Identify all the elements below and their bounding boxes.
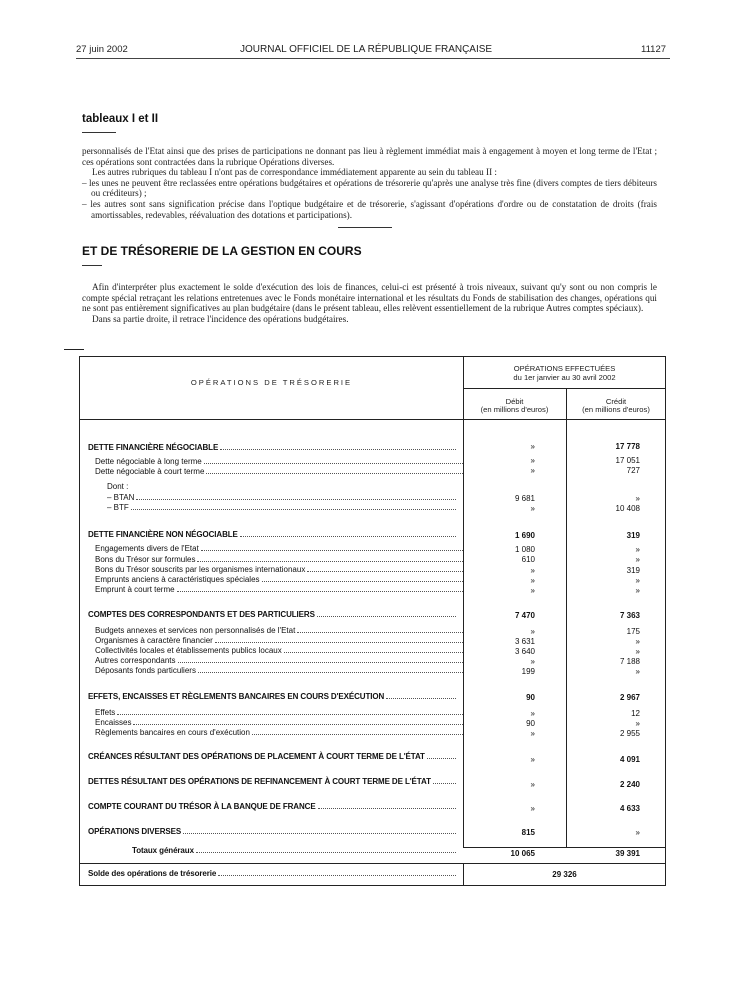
debit-column-border <box>463 357 464 847</box>
table-row-label: COMPTES DES CORRESPONDANTS ET DES PARTICULIERS <box>88 609 456 619</box>
section1-title-rule <box>82 132 116 133</box>
table-cell-credit: » <box>635 667 640 676</box>
table-cell-credit: 10 408 <box>615 504 640 513</box>
table-cell-debit: » <box>530 456 535 465</box>
table-row-label: DETTE FINANCIÈRE NÉGOCIABLE <box>88 442 456 452</box>
group-header-border <box>463 388 666 389</box>
table-row-label: Bons du Trésor sur formules <box>95 554 463 564</box>
table-row-label: Collectivités locales et établissements publics locaux <box>95 645 463 655</box>
table-cell-debit: » <box>530 627 535 636</box>
table-row-label: Encaisses <box>95 717 463 727</box>
treasury-operations-table <box>79 356 666 886</box>
table-cell-credit: 17 051 <box>615 456 640 465</box>
table-cell-credit: 175 <box>626 627 640 636</box>
credit-column-border <box>566 388 567 847</box>
table-row-label: Engagements divers de l'Etat <box>95 543 463 553</box>
table-row-label: OPÉRATIONS DIVERSES <box>88 826 456 836</box>
section2-title-rule <box>82 265 102 266</box>
table-cell-debit: » <box>530 729 535 738</box>
table-cell-debit: 1 080 <box>514 545 535 554</box>
section1-title: tableaux I et II <box>82 113 159 125</box>
section2-text <box>82 282 657 324</box>
header-rule <box>76 58 670 59</box>
table-cell-debit: » <box>530 504 535 513</box>
table-cell-debit: 90 <box>526 693 535 702</box>
table-cell-debit: 90 <box>526 719 535 728</box>
header-page-number: 11127 <box>641 44 667 55</box>
table-row-label: – BTF <box>107 502 456 512</box>
table-cell-debit: » <box>530 755 535 764</box>
debit-header: Débit <box>505 397 524 406</box>
table-cell-credit: » <box>635 545 640 554</box>
table-row-label: Dette négociable à long terme <box>95 456 463 466</box>
table-cell-credit: » <box>635 576 640 585</box>
table-row-label: – BTAN <box>107 492 456 502</box>
table-cell-debit: » <box>530 657 535 666</box>
table-cell-debit: » <box>530 566 535 575</box>
table-row-label: Bons du Trésor souscrits par les organismes internationaux <box>95 564 463 574</box>
section1-text <box>82 146 657 220</box>
debit-header-unit: (en millions d'euros) <box>480 405 549 414</box>
table-cell-credit: 2 240 <box>619 780 640 789</box>
table-row-label: Règlements bancaires en cours d'exécution <box>95 727 463 737</box>
table-cell-debit: » <box>530 576 535 585</box>
table-row-label: Dette négociable à court terme <box>95 466 463 476</box>
table-cell-debit: » <box>530 586 535 595</box>
table-row-label: DETTE FINANCIÈRE NON NÉGOCIABLE <box>88 529 456 539</box>
credit-header: Crédit <box>605 397 627 406</box>
table-row-label: EFFETS, ENCAISSES ET RÈGLEMENTS BANCAIRES EN COURS D'EXÉCUTION <box>88 691 456 701</box>
table-cell-credit: 17 778 <box>615 442 640 451</box>
table-corner-mark <box>64 349 84 350</box>
table-row-label: Budgets annexes et services non personnalisés de l'Etat <box>95 625 463 635</box>
section-separator-rule <box>338 227 392 228</box>
header-journal-title: JOURNAL OFFICIEL DE LA RÉPUBLIQUE FRANÇAISE <box>240 44 493 55</box>
table-cell-credit: 12 <box>631 709 640 718</box>
table-cell-credit: 319 <box>626 531 640 540</box>
totals-debit: 10 065 <box>510 849 535 858</box>
section1-paragraph: personnalisés de l'Etat ainsi que des prises de participations ne donnant pas lieu à règlement immédiat mais à engagement à moyen et long terme de l'Etat ; ces opérations sont contractées dans la rubrique Opérations diverses. <box>82 146 657 167</box>
table-row-label: COMPTE COURANT DU TRÉSOR À LA BANQUE DE FRANCE <box>88 801 456 811</box>
table-row-label: DETTES RÉSULTANT DES OPÉRATIONS DE REFINANCEMENT À COURT TERME DE L'ÉTAT <box>88 776 456 786</box>
table-cell-debit: 7 470 <box>514 611 535 620</box>
table-row-label: Autres correspondants <box>95 655 463 665</box>
table-cell-credit: 4 633 <box>619 804 640 813</box>
group-header-title: OPÉRATIONS EFFECTUÉES <box>513 364 616 373</box>
table-cell-debit: » <box>530 442 535 451</box>
header-date: 27 juin 2002 <box>76 44 128 55</box>
section2-paragraph: Dans sa partie droite, il retrace l'incidence des opérations budgétaires. <box>92 313 349 324</box>
table-cell-debit: » <box>530 804 535 813</box>
table-cell-credit: 319 <box>626 566 640 575</box>
section2-paragraph: Afin d'interpréter plus exactement le solde d'exécution des lois de finances, celui-ci est présenté à trois niveaux, suivant qu'y sont ou non compris le compte spécial retraçant les relations entretenues avec le Fonds monétaire international et les résultats du Fonds de stabilisation des changes, opérations qui ne sont pas entièrement significatives au plan budgétaire (dans le présent tableau, elles relèvent essentiellement de la rubrique Autres comptes spéciaux). <box>82 282 657 314</box>
totals-row-label: Totaux généraux <box>132 845 456 855</box>
group-header-period: du 1er janvier au 30 avril 2002 <box>513 373 616 382</box>
table-cell-debit: 1 690 <box>514 531 535 540</box>
credit-header-unit: (en millions d'euros) <box>582 405 650 414</box>
col-header-operations: OPÉRATIONS DE TRÉSORERIE <box>190 378 353 387</box>
solde-value: 29 326 <box>552 870 577 879</box>
table-cell-credit: » <box>635 828 640 837</box>
table-cell-credit: » <box>635 719 640 728</box>
section1-paragraph: Les autres rubriques du tableau I n'ont pas de correspondance immédiatement apparente au sein du tableau II : <box>92 167 497 178</box>
solde-top-border <box>80 863 665 864</box>
table-cell-debit: » <box>530 709 535 718</box>
table-row-label: Déposants fonds particuliers <box>95 665 463 675</box>
table-cell-debit: 199 <box>521 667 535 676</box>
table-cell-debit: 610 <box>521 555 535 564</box>
table-row-label: CRÉANCES RÉSULTANT DES OPÉRATIONS DE PLACEMENT À COURT TERME DE L'ÉTAT <box>88 751 456 761</box>
section2-title: ET DE TRÉSORERIE DE LA GESTION EN COURS <box>82 244 362 258</box>
table-cell-credit: 2 967 <box>619 693 640 702</box>
table-cell-credit: » <box>635 494 640 503</box>
table-row-label: Effets <box>95 707 463 717</box>
table-row-label: Dont : <box>107 482 129 491</box>
table-cell-debit: 3 640 <box>514 647 535 656</box>
table-cell-debit: » <box>530 780 535 789</box>
table-cell-debit: » <box>530 466 535 475</box>
table-cell-debit: 3 631 <box>514 637 535 646</box>
table-cell-credit: » <box>635 637 640 646</box>
totals-bottom-border <box>463 847 666 848</box>
table-row-label: Emprunt à court terme <box>95 584 463 594</box>
solde-row-label: Solde des opérations de trésorerie <box>88 868 456 878</box>
header-bottom-border <box>80 419 665 420</box>
table-cell-debit: 815 <box>521 828 535 837</box>
table-cell-credit: 727 <box>626 466 640 475</box>
totals-credit: 39 391 <box>615 849 640 858</box>
table-row-label: Organismes à caractère financier <box>95 635 463 645</box>
table-cell-credit: » <box>635 647 640 656</box>
table-cell-credit: 2 955 <box>619 729 640 738</box>
table-cell-credit: » <box>635 586 640 595</box>
table-row-label: Emprunts anciens à caractéristiques spéciales <box>95 574 463 584</box>
table-cell-credit: » <box>635 555 640 564</box>
table-cell-credit: 7 188 <box>619 657 640 666</box>
table-cell-credit: 7 363 <box>619 611 640 620</box>
section1-list-item: – les unes ne peuvent être reclassées entre opérations budgétaires et opérations de trésorerie qu'après une analyse très fine (divers comptes de tiers débiteurs ou créditeurs) ; <box>82 177 657 199</box>
table-cell-credit: 4 091 <box>619 755 640 764</box>
section1-list-item: – les autres sont sans signification précise dans l'optique budgétaire et de trésorerie, s'agissant d'opérations d'ordre ou de constatation de droits (frais amortissables, redevables, réévaluation des dotations et participations). <box>82 198 657 220</box>
table-cell-debit: 9 681 <box>514 494 535 503</box>
